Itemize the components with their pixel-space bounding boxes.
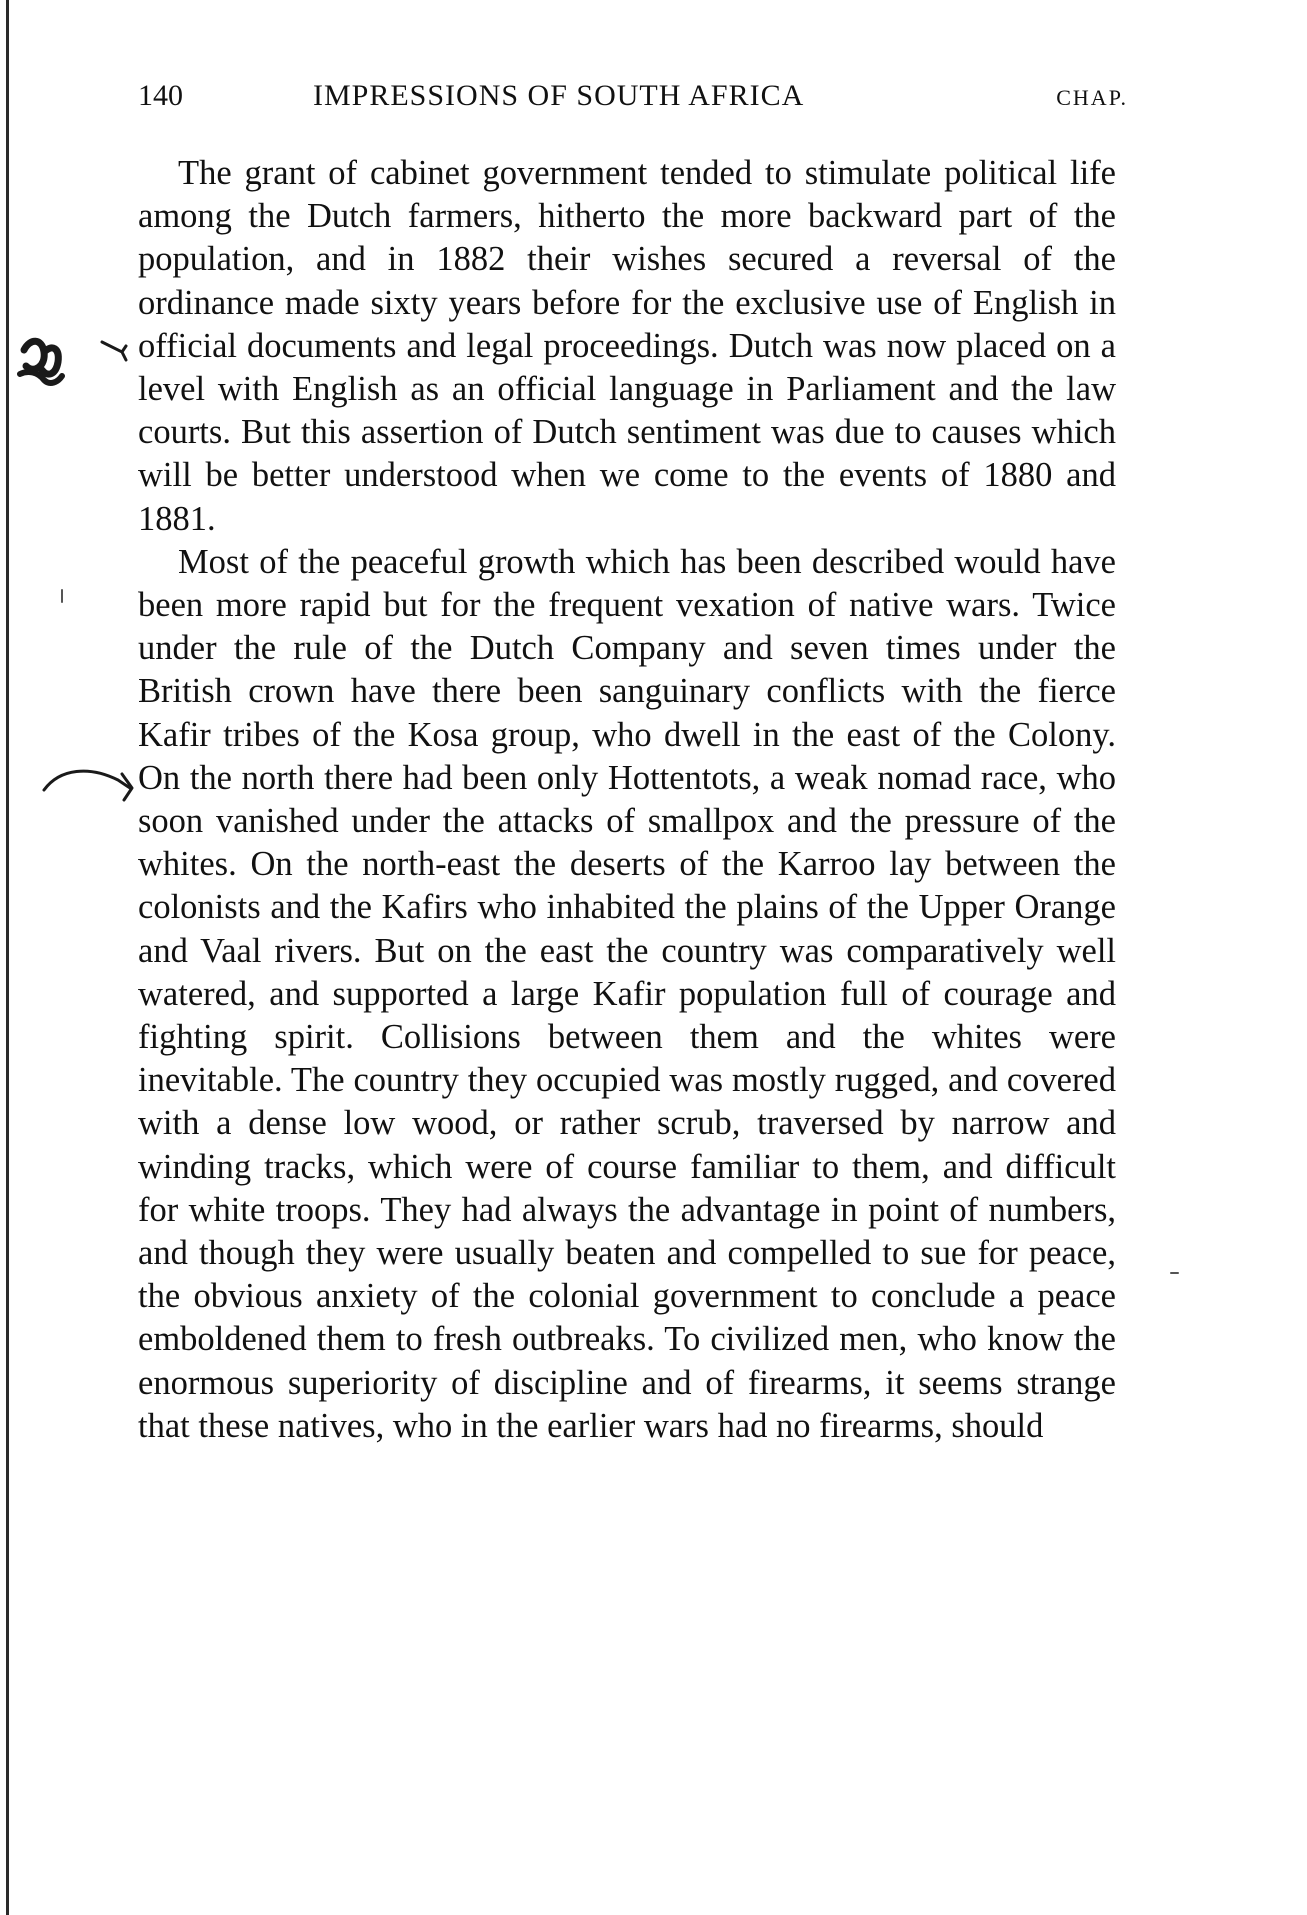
- book-title: IMPRESSIONS OF SOUTH AFRICA: [313, 79, 805, 112]
- body-text: [138, 152, 1116, 1448]
- chapter-label: CHAP.: [1056, 85, 1128, 110]
- paragraph-cabinet-government: The grant of cabinet government tended to stimulate political life among the Dutch farmers, hitherto the more backward part of the population, and in 1882 their wishes secured a reversal of the ordinance made sixty years before for the exclusive use of English in official documents and legal proceedings. Dutch was now placed on a level with English as an official language in Parliament and the law courts. But this assertion of Dutch sentiment was due to causes which will be better understood when we come to the events of 1880 and 1881.: [138, 154, 1116, 538]
- margin-dot-icon: [1170, 1270, 1180, 1276]
- margin-annotation-scribble-icon: [14, 330, 144, 410]
- running-head: [138, 76, 1128, 116]
- page-number: 140: [138, 79, 183, 112]
- margin-tick-icon: [58, 588, 66, 604]
- paragraph-native-wars: Most of the peaceful growth which has been described would have been more rapid but for the frequent vexation of native wars. Twice under the rule of the Dutch Company and seven times under the British crown have there been sanguinary conflicts with the fierce Kafir tribes of the Kosa group, who dwell in the east of the Colony. On the north there had been only Hottentots, a weak nomad race, who soon vanished under the attacks of smallpox and the pressure of the whites. On the north-east the deserts of the Karroo lay between the colonists and the Kafirs who inhabited the plains of the Upper Orange and Vaal rivers. But on the east the country was comparatively well watered, and supported a large Kafir population full of courage and fighting spirit. Collisions between them and the whites were inevitable. The country they occupied was mostly rugged, and covered with a dense low wood, or rather scrub, traversed by narrow and winding tracks, which were of course familiar to them, and difficult for white troops. They had always the advantage in point of numbers, and though they were usually beaten and compelled to sue for peace, the obvious anxiety of the colonial government to conclude a peace emboldened them to fresh outbreaks. To civilized men, who know the enormous superiority of discipline and of firearms, it seems strange that these natives, who in the earlier wars had no firearms, should: [138, 542, 1116, 1445]
- page-edge-line: [6, 0, 9, 1915]
- margin-arrow-icon: [40, 760, 150, 810]
